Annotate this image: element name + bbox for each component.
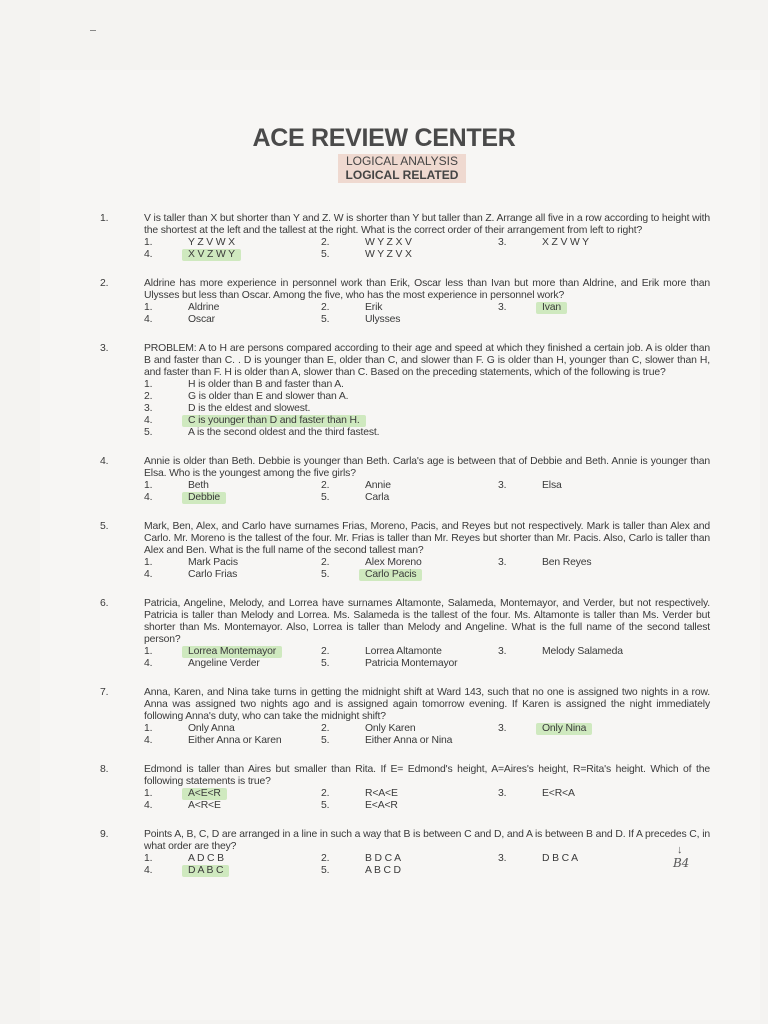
option-text: Aldrine xyxy=(188,302,220,313)
option-text: W Y Z X V xyxy=(365,237,412,248)
options xyxy=(144,237,710,261)
option-number: 4. xyxy=(144,735,153,746)
option-number: 2. xyxy=(321,788,330,799)
option-text: A B C D xyxy=(365,865,401,876)
highlighted-answer: A<E<R xyxy=(182,788,227,800)
option-number: 5. xyxy=(321,658,330,669)
question-number: 9. xyxy=(100,829,109,840)
option-number: 5. xyxy=(321,569,330,580)
option-text: Elsa xyxy=(542,480,562,491)
question-text: Edmond is taller than Aires but smaller than Rita. If E= Edmond's height, A=Aires's height, R=Rita's height. Which of the following statements is true? xyxy=(144,764,710,787)
option-text: Ulysses xyxy=(365,314,401,325)
option-text: Carla xyxy=(365,492,390,503)
question-1 xyxy=(100,213,710,261)
option-number: 5. xyxy=(321,735,330,746)
option-text: H is older than B and faster than A. xyxy=(188,379,344,390)
question-text: Anna, Karen, and Nina take turns in getting the midnight shift at Ward 143, such that no one is assigned two nights in a row. Anna was assigned two nights ago and is assigned again tomorrow evening. If Karen is assigned the night immediately following Anna's duty, who can take the midnight shift? xyxy=(144,687,710,722)
option-number: 3. xyxy=(144,403,153,414)
option-text: Patricia Montemayor xyxy=(365,658,458,669)
question-number: 8. xyxy=(100,764,109,775)
document-title: ACE REVIEW CENTER xyxy=(252,124,516,152)
option-number: 4. xyxy=(144,249,153,260)
question-number: 7. xyxy=(100,687,109,698)
question-text: Patricia, Angeline, Melody, and Lorrea have surnames Altamonte, Salameda, Montemayor, and Verder, but not respectively. Patricia is taller than Melody and Lorrea. Ms. Salameda is the tallest of the four. Ms. Altamonte is taller than Ms. Verder but shorter than Ms. Montemayor. Also, Lorrea is taller than Melody and Angeline. What is the full name of the second tallest person? xyxy=(144,598,710,645)
question-number: 1. xyxy=(100,213,109,224)
option-text: Angeline Verder xyxy=(188,658,260,669)
option-number: 1. xyxy=(144,557,153,568)
option-text: Oscar xyxy=(188,314,215,325)
option-number: 4. xyxy=(144,865,153,876)
option-number: 5. xyxy=(321,800,330,811)
option-text: A<R<E xyxy=(188,800,221,811)
option-text: A is the second oldest and the third fastest. xyxy=(188,427,380,438)
option-text: Lorrea Altamonte xyxy=(365,646,442,657)
option-number: 4. xyxy=(144,569,153,580)
option-number: 5. xyxy=(321,865,330,876)
options xyxy=(144,480,710,504)
question-number: 4. xyxy=(100,456,109,467)
document-subtitle: LOGICAL ANALYSIS xyxy=(338,154,466,168)
option-number: 2. xyxy=(321,302,330,313)
option-text: Either Anna or Karen xyxy=(188,735,282,746)
option-number: 5. xyxy=(321,249,330,260)
option-number: 5. xyxy=(321,492,330,503)
option-text: Either Anna or Nina xyxy=(365,735,453,746)
option-number: 1. xyxy=(144,853,153,864)
question-text: V is taller than X but shorter than Y and Z. W is shorter than Y but taller than Z. Arrange all five in a row according to height with the shortest at the left and the tallest at the right. What is the correct order of their arrangement from left to right? xyxy=(144,213,710,236)
question-2 xyxy=(100,278,710,326)
highlighted-answer: X V Z W Y xyxy=(182,249,241,261)
option-text: R<A<E xyxy=(365,788,398,799)
question-number: 3. xyxy=(100,343,109,354)
options xyxy=(144,788,710,812)
question-number: 6. xyxy=(100,598,109,609)
option-number: 4. xyxy=(144,492,153,503)
option-text: X Z V W Y xyxy=(542,237,589,248)
option-text: A D C B xyxy=(188,853,224,864)
question-4 xyxy=(100,456,710,504)
scan-mark xyxy=(90,30,96,31)
question-text: Mark, Ben, Alex, and Carlo have surnames Frias, Moreno, Pacis, and Reyes but not respectively. Mark is taller than Alex and Carlo. Mr. Moreno is the tallest of the four. Mr. Frias is taller than Mr. Reyes but shorter than Mr. Pacis. Also, Carlo is taller than Alex and Ben. What is the full name of the second tallest man? xyxy=(144,521,710,556)
option-number: 3. xyxy=(498,237,507,248)
option-number: 1. xyxy=(144,480,153,491)
option-number: 1. xyxy=(144,646,153,657)
highlighted-answer: Carlo Pacis xyxy=(359,569,422,581)
option-text: B D C A xyxy=(365,853,401,864)
highlighted-answer: Only Nina xyxy=(536,723,592,735)
question-3 xyxy=(100,343,710,439)
option-text: Beth xyxy=(188,480,209,491)
option-number: 4. xyxy=(144,800,153,811)
options xyxy=(144,646,710,670)
option-text: Erik xyxy=(365,302,383,313)
handwritten-note: B4 xyxy=(673,856,690,870)
option-text: Annie xyxy=(365,480,391,491)
question-number: 2. xyxy=(100,278,109,289)
highlighted-answer: D A B C xyxy=(182,865,229,877)
option-number: 3. xyxy=(498,788,507,799)
option-number: 1. xyxy=(144,379,153,390)
option-number: 5. xyxy=(321,314,330,325)
option-text: E<R<A xyxy=(542,788,575,799)
question-text: Annie is older than Beth. Debbie is younger than Beth. Carla's age is between that of Debbie and Beth. Annie is younger than Elsa. Who is the youngest among the five girls? xyxy=(144,456,710,479)
option-number: 1. xyxy=(144,302,153,313)
option-text: D is the eldest and slowest. xyxy=(188,403,311,414)
option-number: 5. xyxy=(144,427,153,438)
option-number: 3. xyxy=(498,557,507,568)
document-section: LOGICAL RELATED xyxy=(338,168,466,183)
option-number: 2. xyxy=(321,723,330,734)
option-text: Melody Salameda xyxy=(542,646,623,657)
option-text: Mark Pacis xyxy=(188,557,238,568)
highlighted-answer: Lorrea Montemayor xyxy=(182,646,282,658)
option-text: E<A<R xyxy=(365,800,398,811)
option-text: Ben Reyes xyxy=(542,557,592,568)
question-9 xyxy=(100,829,710,877)
option-number: 3. xyxy=(498,646,507,657)
question-text: Aldrine has more experience in personnel work than Erik, Oscar less than Ivan but more than Aldrine, and Erik more than Ulysses but less than Oscar. Among the five, who has the most experience in personnel work? xyxy=(144,278,710,301)
option-number: 2. xyxy=(321,853,330,864)
option-number: 2. xyxy=(321,646,330,657)
question-5 xyxy=(100,521,710,581)
option-number: 3. xyxy=(498,480,507,491)
options xyxy=(144,853,710,877)
option-number: 2. xyxy=(321,480,330,491)
options xyxy=(144,557,710,581)
question-6 xyxy=(100,598,710,670)
option-text: Alex Moreno xyxy=(365,557,422,568)
option-number: 2. xyxy=(144,391,153,402)
option-text: D B C A xyxy=(542,853,578,864)
question-8 xyxy=(100,764,710,812)
highlighted-answer: Debbie xyxy=(182,492,226,504)
question-7 xyxy=(100,687,710,747)
options xyxy=(144,379,710,439)
option-text: G is older than E and slower than A. xyxy=(188,391,349,402)
option-number: 4. xyxy=(144,658,153,669)
option-text: Only Karen xyxy=(365,723,416,734)
option-text: Only Anna xyxy=(188,723,235,734)
handwritten-arrow: ↓ xyxy=(677,844,683,856)
options xyxy=(144,302,710,326)
question-text: Points A, B, C, D are arranged in a line in such a way that B is between C and D, and A is between B and D. If A precedes C, in what order are they? xyxy=(144,829,710,852)
option-number: 4. xyxy=(144,415,153,426)
option-number: 1. xyxy=(144,237,153,248)
option-number: 3. xyxy=(498,302,507,313)
option-number: 4. xyxy=(144,314,153,325)
question-text: PROBLEM: A to H are persons compared according to their age and speed at which they finished a certain job. A is older than B and faster than C. . D is younger than E, older than C, and slower than F. G is older than H, younger than C, slower than H, and faster than F. H is older than A, slower than C. Based on the preceding statements, which of the following is true? xyxy=(144,343,710,378)
question-number: 5. xyxy=(100,521,109,532)
option-number: 1. xyxy=(144,788,153,799)
question-list xyxy=(100,213,712,894)
option-number: 3. xyxy=(498,853,507,864)
option-number: 2. xyxy=(321,237,330,248)
options xyxy=(144,723,710,747)
highlighted-answer: Ivan xyxy=(536,302,567,314)
option-number: 1. xyxy=(144,723,153,734)
option-number: 2. xyxy=(321,557,330,568)
option-number: 3. xyxy=(498,723,507,734)
option-text: Carlo Frias xyxy=(188,569,238,580)
option-text: W Y Z V X xyxy=(365,249,412,260)
highlighted-answer: C is younger than D and faster than H. xyxy=(182,415,366,427)
option-text: Y Z V W X xyxy=(188,237,235,248)
